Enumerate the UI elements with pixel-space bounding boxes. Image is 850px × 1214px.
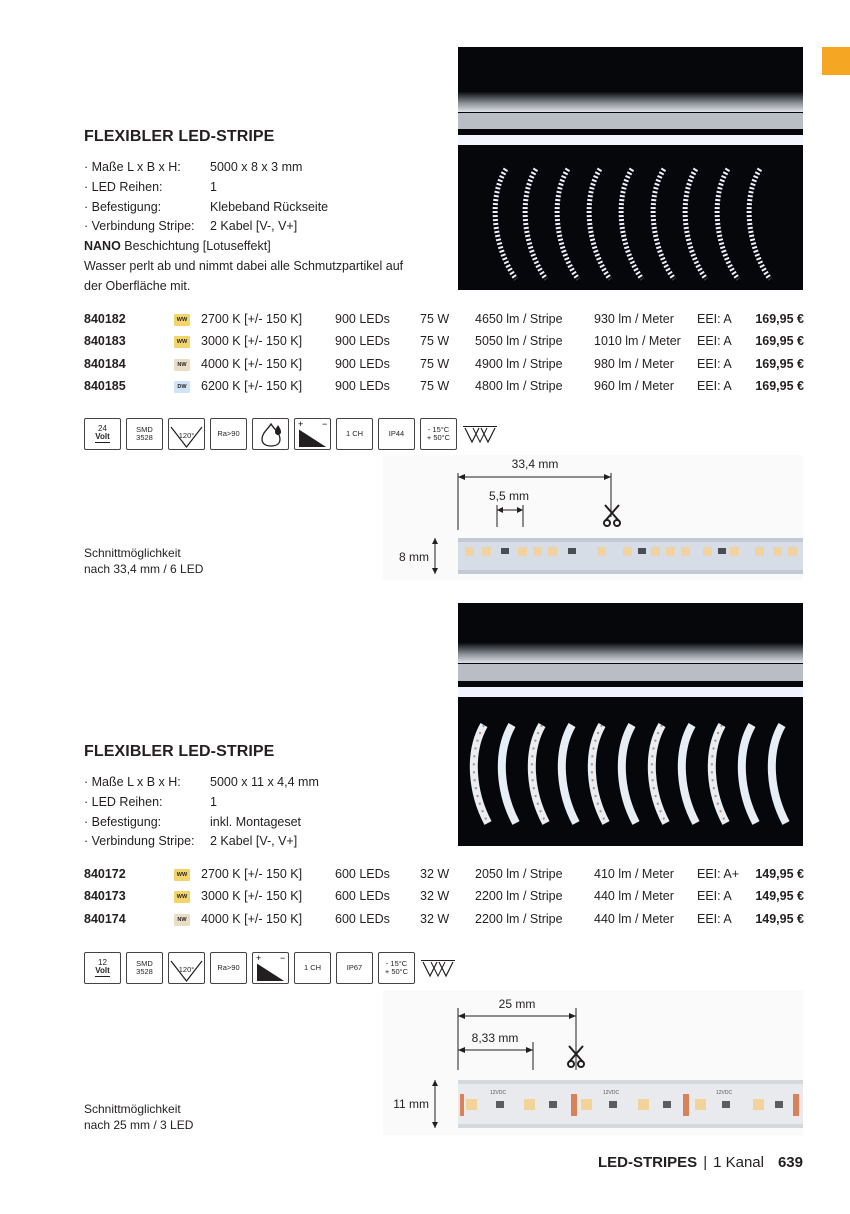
spec-key: · LED Reihen:: [84, 793, 210, 813]
temp-high: + 50°C: [426, 433, 451, 442]
nano-coating-line: [84, 237, 424, 257]
spec-list-1: [84, 158, 424, 297]
lumen-meter: 410 lm / Meter: [594, 867, 674, 881]
spec-key: · Maße L x B x H:: [84, 773, 210, 793]
spec-value: 2 Kabel [V-, V+]: [210, 219, 298, 234]
spec-value: 1: [210, 179, 217, 194]
ip-rating-value: IP67: [346, 963, 363, 972]
mounting-triangles-icon: [420, 952, 457, 984]
color-temp-badge: WW: [174, 891, 190, 903]
cut-note-1: [84, 546, 203, 577]
wattage: 75 W: [420, 312, 450, 326]
article-number: 840172: [84, 867, 126, 881]
smd-number: 3528: [136, 433, 153, 442]
cut-note-line: Schnittmöglichkeit: [84, 546, 181, 560]
variant-row: [84, 354, 804, 376]
cut-diagram-2: [383, 990, 803, 1135]
footer-separator: |: [703, 1154, 708, 1171]
article-number: 840184: [84, 356, 126, 371]
voltage-unit: Volt: [95, 432, 110, 441]
total-length-label: 33,4 mm: [511, 457, 559, 471]
led-count: 600 LEDs: [335, 889, 390, 904]
wattage: 75 W: [420, 378, 450, 393]
spec-key: · Maße L x B x H:: [84, 158, 210, 178]
cri-value: Ra>90: [217, 963, 240, 972]
beam-angle-value: 120°: [178, 431, 195, 440]
spec-key: · Verbindung Stripe:: [84, 832, 210, 852]
smd-label: SMD: [136, 425, 153, 434]
temperature-range-icon: [420, 418, 457, 450]
product-note: Wasser perlt ab und nimmt dabei alle Schmutzpartikel auf der Oberfläche mit.: [84, 258, 404, 293]
nano-text: Beschichtung [Lotuseffekt]: [120, 239, 271, 254]
color-temp-badge: DW: [174, 381, 190, 393]
color-temperature: 2700 K [+/- 150 K]: [201, 312, 303, 326]
segment-length-label: 5,5 mm: [488, 489, 530, 503]
color-temperature: 2700 K [+/- 150 K]: [201, 867, 303, 881]
wattage: 32 W: [420, 911, 450, 926]
lumen-meter: 1010 lm / Meter: [594, 334, 681, 349]
lumen-stripe: 2200 lm / Stripe: [475, 889, 563, 904]
price: 169,95 €: [755, 334, 804, 349]
color-temp-badge: WW: [174, 336, 190, 348]
temp-high: + 50°C: [384, 967, 409, 976]
spec-value: inkl. Montageset: [210, 814, 302, 829]
lumen-stripe: 2050 lm / Stripe: [475, 867, 563, 881]
lumen-meter: 980 lm / Meter: [594, 356, 674, 371]
wattage: 75 W: [420, 334, 450, 349]
nano-label: NANO: [84, 239, 121, 254]
temp-low: - 15°C: [385, 959, 408, 968]
article-number: 840182: [84, 312, 126, 326]
spec-key: · LED Reihen:: [84, 178, 210, 198]
lumen-meter: 960 lm / Meter: [594, 378, 674, 393]
color-temperature: 4000 K [+/- 150 K]: [201, 356, 303, 371]
page-footer: [598, 1154, 803, 1171]
strip-height-label: 8 mm: [399, 550, 429, 564]
price: 169,95 €: [755, 312, 804, 326]
lumen-meter: 440 lm / Meter: [594, 911, 674, 926]
page-number: 639: [777, 1154, 803, 1171]
strip-voltage-print: 12VDC: [490, 1090, 507, 1096]
product-photo-2: [458, 603, 803, 846]
led-count: 900 LEDs: [335, 312, 390, 326]
spec-value: 2 Kabel [V-, V+]: [210, 834, 298, 849]
spec-value: Klebeband Rückseite: [210, 199, 329, 214]
feature-icons-2: [84, 952, 457, 984]
svg-text:+: +: [298, 419, 304, 429]
lumen-stripe: 5050 lm / Stripe: [475, 334, 563, 349]
smd-label: SMD: [136, 959, 153, 968]
energy-class: EEI: A: [697, 378, 732, 393]
wattage: 32 W: [420, 867, 450, 881]
product-title-1: FLEXIBLER LED-STRIPE: [84, 128, 275, 145]
cut-note-line: Schnittmöglichkeit: [84, 1102, 181, 1116]
footer-section: LED-STRIPES: [598, 1154, 698, 1171]
voltage-value: 12: [98, 958, 107, 967]
energy-class: EEI: A+: [697, 867, 740, 881]
channel-icon: [294, 952, 331, 984]
dimmable-icon: [252, 952, 289, 984]
spec-row: [84, 178, 424, 198]
energy-class: EEI: A: [697, 911, 732, 926]
mounting-triangles-icon: [462, 418, 499, 450]
ip-rating-value: IP44: [388, 429, 405, 438]
cri-value: Ra>90: [217, 429, 240, 438]
color-temperature: 6200 K [+/- 150 K]: [201, 378, 303, 393]
water-drop-icon: [252, 418, 289, 450]
variant-table-1: [84, 309, 804, 398]
cut-note-line: nach 25 mm / 3 LED: [84, 1117, 194, 1132]
spec-list-2: [84, 773, 319, 852]
beam-angle-icon: [168, 418, 205, 450]
strip-height-label: 11 mm: [393, 1097, 429, 1111]
cut-note-2: [84, 1102, 193, 1133]
dimmable-icon: [294, 418, 331, 450]
voltage-icon: [84, 418, 121, 450]
chapter-tab-marker: [822, 47, 850, 75]
spec-key: · Befestigung:: [84, 198, 210, 218]
article-number: 840173: [84, 889, 126, 904]
smd-icon: [126, 952, 163, 984]
smd-icon: [126, 418, 163, 450]
smd-number: 3528: [136, 967, 153, 976]
spec-value: 5000 x 11 x 4,4 mm: [210, 775, 319, 789]
spec-row: [84, 198, 424, 218]
wattage: 32 W: [420, 889, 450, 904]
spec-row: [84, 793, 319, 813]
spec-row: [84, 773, 319, 793]
spec-row: [84, 217, 424, 237]
variant-row: [84, 331, 804, 353]
color-temp-badge: NW: [174, 359, 190, 371]
energy-class: EEI: A: [697, 312, 732, 326]
beam-angle-value: 120°: [178, 965, 195, 974]
price: 149,95 €: [755, 911, 804, 926]
led-count: 600 LEDs: [335, 867, 390, 881]
cut-diagram-1: [383, 455, 803, 580]
spec-value: 5000 x 8 x 3 mm: [210, 160, 303, 174]
variant-row: [84, 886, 804, 908]
total-length-label: 25 mm: [498, 997, 536, 1011]
svg-text:−: −: [280, 953, 286, 963]
temperature-range-icon: [378, 952, 415, 984]
footer-subsection: 1 Kanal: [713, 1154, 764, 1171]
lumen-stripe: 4900 lm / Stripe: [475, 356, 563, 371]
wattage: 75 W: [420, 356, 450, 371]
ip-rating-icon: [378, 418, 415, 450]
temp-low: - 15°C: [427, 425, 450, 434]
channel-icon: [336, 418, 373, 450]
spec-key: · Befestigung:: [84, 813, 210, 833]
cut-note-line: nach 33,4 mm / 6 LED: [84, 561, 204, 576]
cri-icon: [210, 952, 247, 984]
segment-length-label: 8,33 mm: [471, 1031, 519, 1045]
svg-text:−: −: [322, 419, 328, 429]
spec-row: [84, 832, 319, 852]
ip-rating-icon: [336, 952, 373, 984]
variant-row: [84, 909, 804, 931]
cri-icon: [210, 418, 247, 450]
price: 149,95 €: [755, 867, 804, 881]
strip-voltage-print: 12VDC: [603, 1090, 620, 1096]
svg-text:+: +: [256, 953, 262, 963]
lumen-meter: 440 lm / Meter: [594, 889, 674, 904]
price: 169,95 €: [755, 356, 804, 371]
spec-row: [84, 158, 424, 178]
price: 149,95 €: [755, 889, 804, 904]
channel-value: 1 CH: [303, 963, 322, 972]
spec-key: · Verbindung Stripe:: [84, 217, 210, 237]
feature-icons-1: [84, 418, 499, 450]
color-temperature: 3000 K [+/- 150 K]: [201, 889, 303, 904]
energy-class: EEI: A: [697, 356, 732, 371]
voltage-icon: [84, 952, 121, 984]
article-number: 840185: [84, 378, 126, 393]
color-temperature: 3000 K [+/- 150 K]: [201, 334, 303, 349]
strip-voltage-print: 12VDC: [716, 1090, 733, 1096]
led-count: 600 LEDs: [335, 911, 390, 926]
color-temp-badge: WW: [174, 314, 190, 326]
led-count: 900 LEDs: [335, 378, 390, 393]
energy-class: EEI: A: [697, 334, 732, 349]
lumen-meter: 930 lm / Meter: [594, 312, 674, 326]
channel-value: 1 CH: [345, 429, 364, 438]
lumen-stripe: 4800 lm / Stripe: [475, 378, 563, 393]
beam-angle-icon: [168, 952, 205, 984]
lumen-stripe: 4650 lm / Stripe: [475, 312, 563, 326]
lumen-stripe: 2200 lm / Stripe: [475, 911, 563, 926]
variant-row: [84, 309, 804, 331]
voltage-value: 24: [98, 424, 107, 433]
energy-class: EEI: A: [697, 889, 732, 904]
variant-row: [84, 376, 804, 398]
spec-row: [84, 813, 319, 833]
color-temperature: 4000 K [+/- 150 K]: [201, 911, 303, 926]
led-count: 900 LEDs: [335, 334, 390, 349]
color-temp-badge: NW: [174, 914, 190, 926]
variant-table-2: [84, 864, 804, 931]
scissors-icon: [604, 505, 620, 526]
product-title-2: FLEXIBLER LED-STRIPE: [84, 743, 275, 760]
spec-value: 1: [210, 794, 217, 809]
led-count: 900 LEDs: [335, 356, 390, 371]
product-photo-1: [458, 47, 803, 290]
voltage-unit: Volt: [95, 966, 110, 975]
article-number: 840183: [84, 334, 126, 349]
variant-row: [84, 864, 804, 886]
article-number: 840174: [84, 911, 126, 926]
price: 169,95 €: [755, 378, 804, 393]
color-temp-badge: WW: [174, 869, 190, 881]
